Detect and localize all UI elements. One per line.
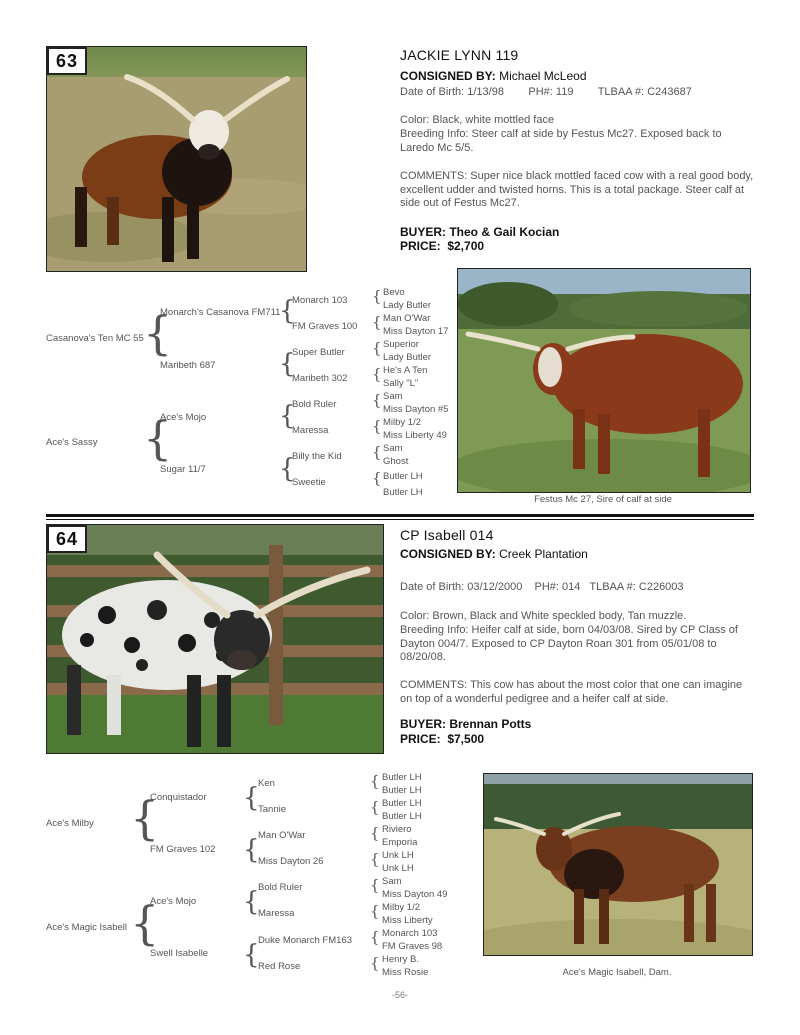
pedigree-gen4: FM Graves 98 (382, 941, 443, 952)
pedigree-gen4: Man O'War (383, 313, 431, 324)
pedigree-gen4: He's A Ten (383, 365, 428, 376)
pedigree-gen3: Tannie (258, 804, 286, 815)
lot64-photo (46, 524, 384, 754)
lot64-consigned (400, 547, 588, 561)
bull-photo-festus (458, 269, 750, 492)
cow-photo-aces-magic-isabell (484, 774, 752, 955)
bracket: { (372, 469, 382, 487)
pedigree-gen2: FM Graves 102 (150, 844, 216, 855)
pedigree-gen2: Ace's Mojo (150, 896, 197, 907)
bracket: { (243, 940, 260, 970)
lot63-breeding: Breeding Info: Steer calf at side by Festus Mc27. Exposed back to Laredo Mc 5/5. (400, 128, 722, 154)
pedigree-gen4: Butler LH (382, 772, 422, 783)
bracket: { (279, 401, 296, 431)
pedigree-gen3: Maribeth 302 (292, 373, 348, 384)
pedigree-gen3: Sweetie (292, 477, 326, 488)
pedigree-gen3: Super Butler (292, 347, 345, 358)
pedigree-gen2: Ace's Mojo (160, 412, 207, 423)
bracket: { (372, 365, 382, 383)
pedigree-gen2: Conquistador (150, 792, 207, 803)
pedigree-gen4: Lady Butler (383, 300, 432, 311)
lot64-buyer: BUYER: Brennan Potts (400, 717, 532, 731)
bracket: { (279, 296, 296, 326)
pedigree-gen4: Superior (383, 339, 419, 350)
page-number: -56- (391, 990, 408, 1000)
pedigree-gen2: Swell Isabelle (150, 948, 209, 959)
pedigree-gen4: Miss Liberty 49 (383, 430, 447, 441)
bracket: { (130, 896, 160, 950)
bracket: { (372, 443, 382, 461)
pedigree-gen3: Red Rose (258, 961, 301, 972)
lot64-dam-photo (483, 773, 753, 956)
pedigree-gen3: Miss Dayton 26 (258, 856, 324, 867)
lot63-consigned (400, 69, 587, 83)
lot-divider-thin (46, 519, 754, 520)
pedigree-gen4: Butler LH (382, 811, 422, 822)
pedigree-gen4: Miss Liberty (382, 915, 433, 926)
pedigree-sire: Casanova's Ten MC 55 (46, 333, 144, 344)
bracket: { (370, 772, 380, 790)
consigned-label: CONSIGNED BY: (400, 547, 500, 561)
lot64-dob-line: Date of Birth: 03/12/2000 PH#: 014 TLBAA #: C226003 (400, 581, 684, 593)
bracket: { (370, 850, 380, 868)
pedigree-gen4: Henry B. (382, 954, 419, 965)
pedigree-gen3: Bold Ruler (258, 882, 303, 893)
bracket: { (372, 417, 382, 435)
lot63-sire-photo (457, 268, 751, 493)
bracket: { (243, 887, 260, 917)
bracket: { (372, 313, 382, 331)
pedigree-gen4: Emporia (382, 837, 418, 848)
pedigree-gen4: Miss Rosie (382, 967, 429, 978)
bracket: { (130, 791, 160, 845)
consigned-label: CONSIGNED BY: (400, 69, 500, 83)
consigner: Michael McLeod (499, 69, 587, 83)
pedigree-gen4: Sam (383, 443, 403, 454)
pedigree-gen2: Maribeth 687 (160, 360, 216, 371)
pedigree-gen4: Sam (382, 876, 402, 887)
bracket: { (370, 798, 380, 816)
lot63-dob-line: Date of Birth: 1/13/98 PH#: 119 TLBAA #: C243687 (400, 86, 692, 98)
pedigree-gen4: Sally "L" (383, 378, 419, 389)
pedigree-gen2: Monarch's Casanova FM711 (160, 307, 281, 318)
pedigree-gen3: Man O'War (258, 830, 306, 841)
bracket: { (279, 454, 296, 484)
pedigree-gen3: Bold Ruler (292, 399, 337, 410)
lot63-comments: COMMENTS: Super nice black mottled faced cow with a real good body, excellent udder and twisted horns. This is a total package. Steer calf at side out of Festus Mc27. (400, 170, 754, 209)
bracket: { (370, 824, 380, 842)
pedigree-gen4: Miss Dayton #5 (383, 404, 449, 415)
cow-photo-jackie-lynn (47, 47, 306, 271)
pedigree-gen4: Unk LH (382, 850, 414, 861)
bracket: { (370, 902, 380, 920)
pedigree-gen4: Miss Dayton 49 (382, 889, 448, 900)
pedigree-gen4: Bevo (383, 287, 405, 298)
lot64-comments: COMMENTS: This cow has about the most color that one can imagine on top of a wonderful pedigree and a heifer calf at side. (400, 679, 743, 705)
lot63-price: PRICE: $2,700 (400, 239, 485, 253)
cow-photo-cp-isabell (47, 525, 383, 753)
pedigree-gen2: Sugar 11/7 (160, 464, 206, 475)
pedigree-gen3: Monarch 103 (292, 295, 348, 306)
bracket: { (143, 411, 173, 465)
pedigree-gen4: Butler LH (382, 798, 422, 809)
lot64-price: PRICE: $7,500 (400, 732, 485, 746)
bracket: { (370, 954, 380, 972)
pedigree-gen4: Monarch 103 (382, 928, 438, 939)
lot64-dam-caption: Ace's Magic Isabell, Dam. (562, 967, 672, 978)
pedigree-gen3: Duke Monarch FM163 (258, 935, 352, 946)
pedigree-gen4: Butler LH (383, 487, 423, 498)
pedigree-gen3: Billy the Kid (292, 451, 342, 462)
bracket: { (243, 783, 260, 813)
pedigree-gen3: Maressa (258, 908, 295, 919)
lot64-color: Color: Brown, Black and White speckled body, Tan muzzle. (400, 610, 687, 622)
pedigree-dam: Ace's Magic Isabell (46, 922, 128, 933)
lot63-title: JACKIE LYNN 119 (400, 47, 519, 63)
pedigree-gen4: Sam (383, 391, 403, 402)
pedigree-gen3: Ken (258, 778, 275, 789)
lot-number-badge: 64 (47, 525, 87, 553)
bracket: { (279, 349, 296, 379)
pedigree-gen4: Milby 1/2 (382, 902, 421, 913)
bracket: { (372, 287, 382, 305)
bracket: { (370, 928, 380, 946)
lot63-sire-caption: Festus Mc 27, Sire of calf at side (534, 494, 672, 505)
lot64-breeding: Breeding Info: Heifer calf at side, born 04/03/08. Sired by CP Class of Dayton 004/7. Exposed to CP Dayton Roan 301 from 05/01/08 to 08/20/08. (400, 624, 738, 663)
pedigree-gen3: Maressa (292, 425, 329, 436)
pedigree-gen4: Unk LH (382, 863, 414, 874)
pedigree-gen4: Butler LH (383, 471, 423, 482)
bracket: { (143, 306, 173, 360)
consigner: Creek Plantation (499, 547, 588, 561)
pedigree-sire: Ace's Milby (46, 818, 94, 829)
pedigree-gen3: FM Graves 100 (292, 321, 358, 332)
pedigree-gen4: Lady Butler (383, 352, 432, 363)
lot63-buyer: BUYER: Theo & Gail Kocian (400, 225, 560, 239)
pedigree-gen4: Riviero (382, 824, 412, 835)
bracket: { (372, 391, 382, 409)
pedigree-gen4: Butler LH (382, 785, 422, 796)
lot64-title: CP Isabell 014 (400, 527, 494, 543)
bracket: { (243, 835, 260, 865)
lot-number-badge: 63 (47, 47, 87, 75)
lot63-color: Color: Black, white mottled face (400, 114, 555, 126)
lot63-photo (46, 46, 307, 272)
pedigree-gen4: Ghost (383, 456, 409, 467)
bracket: { (370, 876, 380, 894)
lot-divider (46, 514, 754, 517)
pedigree-gen4: Miss Dayton 17 (383, 326, 449, 337)
pedigree-gen4: Milby 1/2 (383, 417, 422, 428)
bracket: { (372, 339, 382, 357)
pedigree-dam: Ace's Sassy (46, 437, 98, 448)
